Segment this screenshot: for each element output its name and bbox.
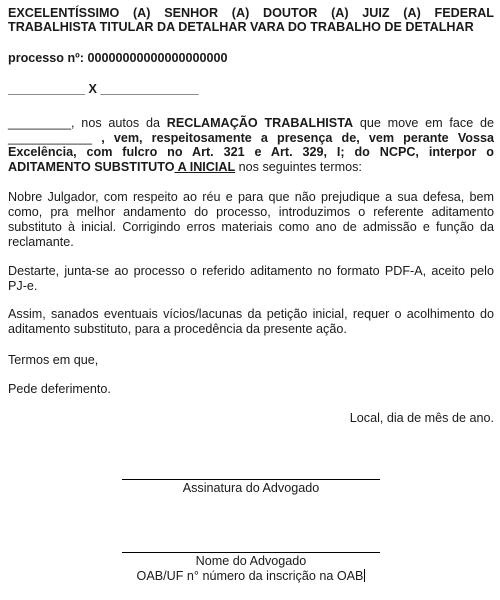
document-type-b: A INICIAL (174, 159, 236, 174)
document-type-a: ADITAMENTO SUBSTITUTO (8, 159, 175, 174)
text-cursor (364, 569, 365, 582)
lawyer-name: Nome do Advogado (195, 554, 307, 568)
intro-text-2: que move em face de (353, 116, 494, 130)
place-and-date: Local, dia de mês de ano. (349, 411, 494, 425)
plaintiff-blank: _________ (8, 116, 72, 130)
signature-label: Assinatura do Advogado (182, 481, 320, 495)
intro-text-4: nos seguintes termos: (235, 159, 362, 174)
closing-request: Pede deferimento. (8, 382, 111, 396)
defendant-blank: ____________ (8, 130, 93, 145)
paragraph-3: Assim, sanados eventuais vícios/lacunas da petição inicial, requer o acolhimento do aditamento substituto, para a procedência da presente ação. (8, 307, 494, 336)
closing-terms: Termos em que, (8, 353, 99, 367)
intro-text-3: , vem, respeitosamente a presença de, vem perante Vossa Excelência, com fulcro no Art. 321 e Art. 329, I; do NCPC, interpor o (8, 130, 494, 159)
signature-line-2 (122, 552, 380, 553)
paragraph-1: Nobre Julgador, com respeito ao réu e para que não prejudique a sua defesa, bem como, pra melhor andamento do processo, introduzimos o referente aditamento substituto à inicial. Corrigindo erros materiais como ano de admissão e função da reclamante. (8, 190, 494, 249)
process-number: processo nº: 00000000000000000000 (8, 51, 228, 65)
court-address-heading: EXCELENTÍSSIMO (A) SENHOR (A) DOUTOR (A) JUIZ (A) FEDERAL TRABALHISTA TITULAR DA DETALHAR VARA DO TRABALHO DE DETALHAR (8, 6, 494, 34)
signature-line-1 (122, 479, 380, 480)
lawyer-oab (8, 569, 494, 584)
paragraph-2: Destarte, junta-se ao processo o referido aditamento no formato PDF-A, aceito pelo PJ-e. (8, 264, 494, 293)
lawyer-oab-text: OAB/UF n° número da inscrição na OAB (136, 569, 364, 583)
claim-type: RECLAMAÇÃO TRABALHISTA (166, 116, 354, 130)
intro-text-1: , nos autos da (71, 116, 167, 130)
parties-line: ___________ X ______________ (8, 82, 199, 96)
intro-paragraph (8, 116, 494, 174)
